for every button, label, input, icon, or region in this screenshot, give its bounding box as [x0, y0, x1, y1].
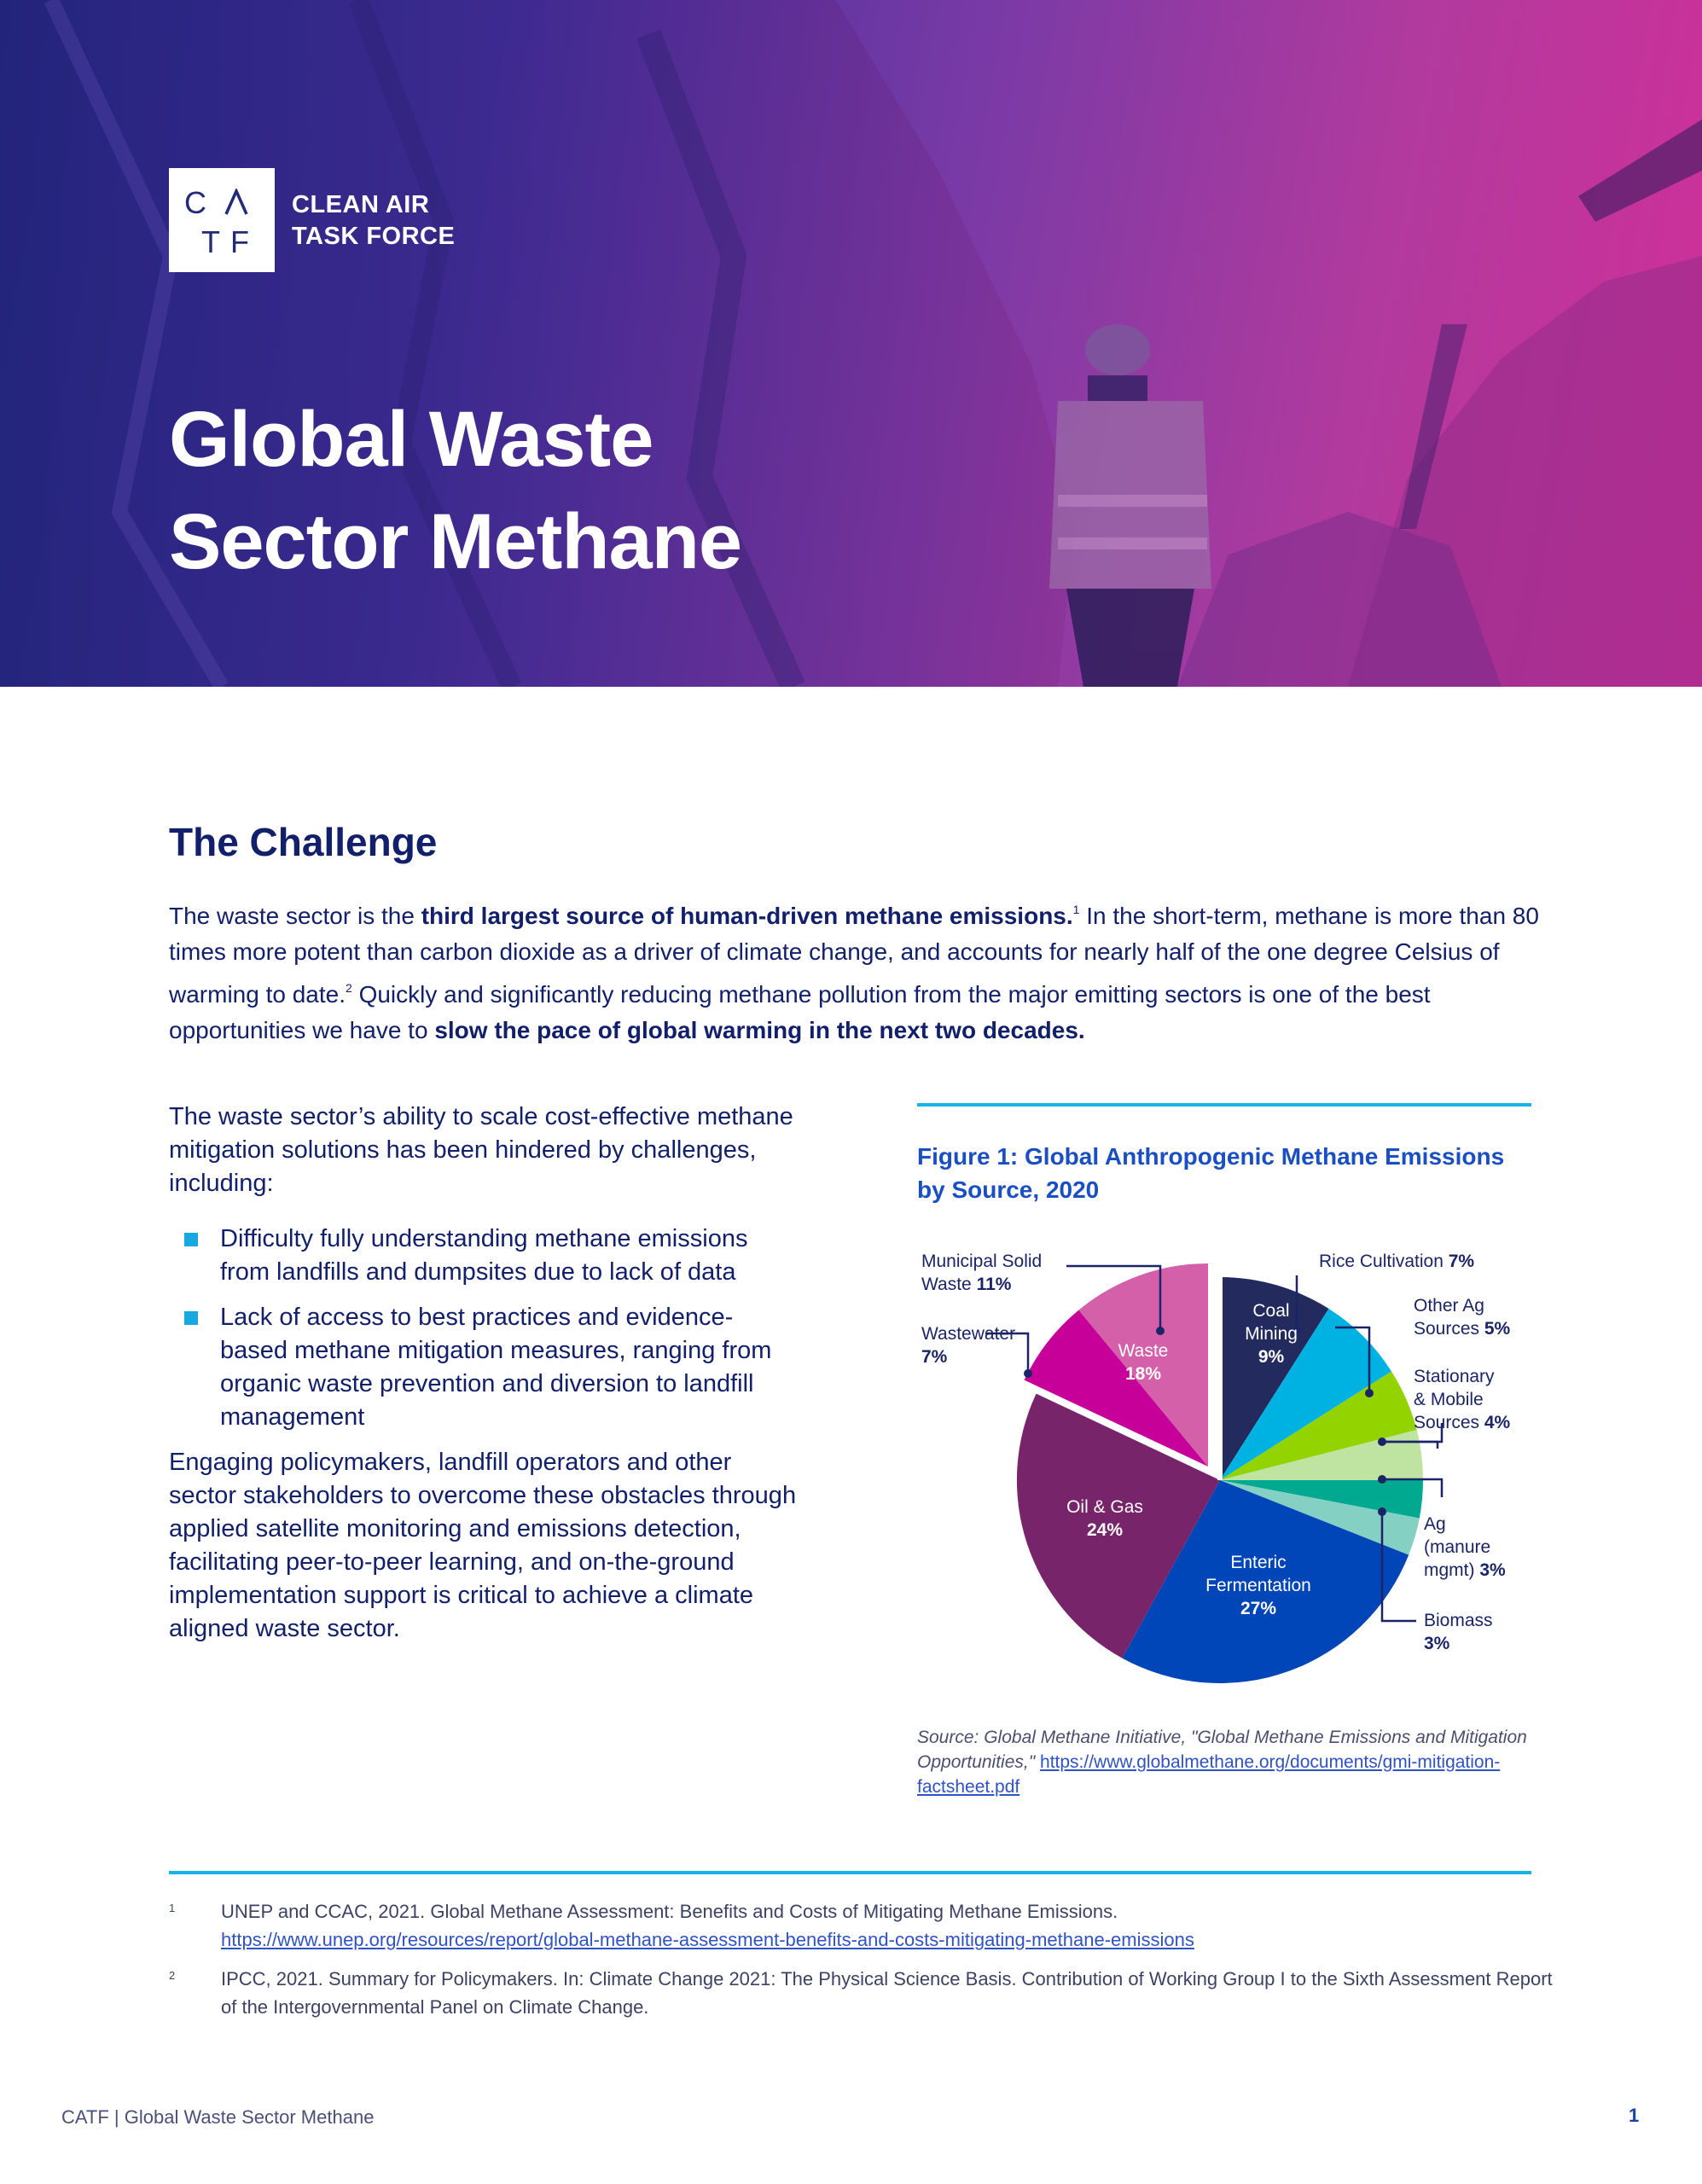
- left-column: [169, 1101, 800, 1668]
- logo-letter: T: [201, 224, 229, 259]
- page-title: Global Waste Sector Methane: [169, 396, 742, 585]
- figure-top-rule: [917, 1103, 1531, 1107]
- list-item: Difficulty fully understanding methane emissions from landfills and dumpsites due to lack of data: [169, 1223, 800, 1289]
- figure-title: Figure 1: Global Anthropogenic Methane Emissions by Source, 2020: [917, 1143, 1505, 1203]
- section-heading: The Challenge: [169, 820, 438, 864]
- label-biomass: Biomass 3%: [1424, 1611, 1493, 1653]
- page-footer: CATF | Global Waste Sector Methane: [61, 2106, 375, 2128]
- bullet-square-icon: [184, 1311, 198, 1325]
- hero-banner: [0, 0, 1702, 687]
- label-stationary-mobile: Stationary & Mobile Sources 4%: [1414, 1367, 1511, 1432]
- pie-chart: [904, 1237, 1553, 1715]
- footnote-ref-2[interactable]: 2: [346, 981, 352, 995]
- label-wastewater: Wastewater 7%: [921, 1324, 1016, 1367]
- label-rice-cultivation: Rice Cultivation 7%: [1319, 1252, 1475, 1271]
- label-other-ag: Other Ag Sources 5%: [1414, 1296, 1511, 1339]
- logo-wordmark: CLEAN AIR TASK FORCE: [292, 191, 456, 250]
- bullet-square-icon: [184, 1233, 198, 1246]
- intro-paragraph: The waste sector is the third largest source of human-driven methane emissions.$^1$ In the short-term, methane is more than 80 times more potent than carbon dioxide as a driver of climate change, and accounts for nearly half of the one degree Celsius of warming to date.$^2$ Quickly and significantly reducing methane pollution from the major emitting sectors is one of the best opportunities we have to slow the pace of global warming in the next two decades.: [169, 903, 1539, 1043]
- logo-caret-icon: [224, 189, 249, 216]
- label-msw: Municipal Solid Waste 11%: [921, 1252, 1043, 1294]
- footnote-1: 1 UNEP and CCAC, 2021. Global Methane Assessment: Benefits and Costs of Mitigating Methane Emissions. https://www.unep.org/resources/report/global-methane-assessment-benefits-and-costs-mitigating-methane-emissions: [169, 1901, 1194, 1950]
- label-waste-group: Waste 18%: [1118, 1341, 1169, 1384]
- catf-logo: [169, 168, 275, 272]
- source-link[interactable]: https://www.globalmethane.org/documents/gmi-mitigation-factsheet.pdf: [917, 1752, 1501, 1797]
- footnote-1-link[interactable]: https://www.unep.org/resources/report/global-methane-assessment-benefits-and-costs-mitigating-methane-emissions: [221, 1929, 1194, 1950]
- worker-figure: [1049, 324, 1211, 687]
- label-enteric-fermentation: Enteric Fermentation 27%: [1205, 1553, 1311, 1618]
- footnote-rule: [169, 1871, 1531, 1874]
- label-ag-manure: Ag (manure mgmt) 3%: [1424, 1514, 1506, 1580]
- label-coal-mining: Coal Mining 9%: [1245, 1301, 1298, 1367]
- engagement-paragraph: Engaging policymakers, landfill operators and other sector stakeholders to overcome these obstacles through applied satellite monitoring and emissions detection, facilitating peer-to-peer learning, and on-the-ground implementation support is critical to achieve a climate aligned waste sector.: [169, 1449, 797, 1642]
- list-item: Lack of access to best practices and evidence-based methane mitigation measures, ranging from organic waste prevention and diversion to landfill management: [169, 1301, 800, 1434]
- challenges-intro: The waste sector’s ability to scale cost-effective methane mitigation solutions has been hindered by challenges, including:: [169, 1103, 793, 1197]
- figure-source: Source: Global Methane Initiative, "Global Methane Emissions and Mitigation Opportunities," https://www.globalmethane.org/documents/gmi-mitigation-factsheet.pdf: [917, 1728, 1527, 1797]
- page-number: 1: [1629, 2105, 1640, 2126]
- logo-letter: F: [230, 224, 258, 259]
- footnote-ref-1[interactable]: 1: [1072, 903, 1080, 916]
- footnote-2: 2 IPCC, 2021. Summary for Policymakers. In: Climate Change 2021: The Physical Science Basis. Contribution of Working Group I to the Sixth Assessment Report of the Intergovernmental Panel on Climate Change.: [169, 1968, 1553, 2018]
- logo-letter: C: [184, 185, 215, 220]
- label-oil-gas: Oil & Gas 24%: [1066, 1497, 1143, 1540]
- challenges-list: [169, 1223, 800, 1434]
